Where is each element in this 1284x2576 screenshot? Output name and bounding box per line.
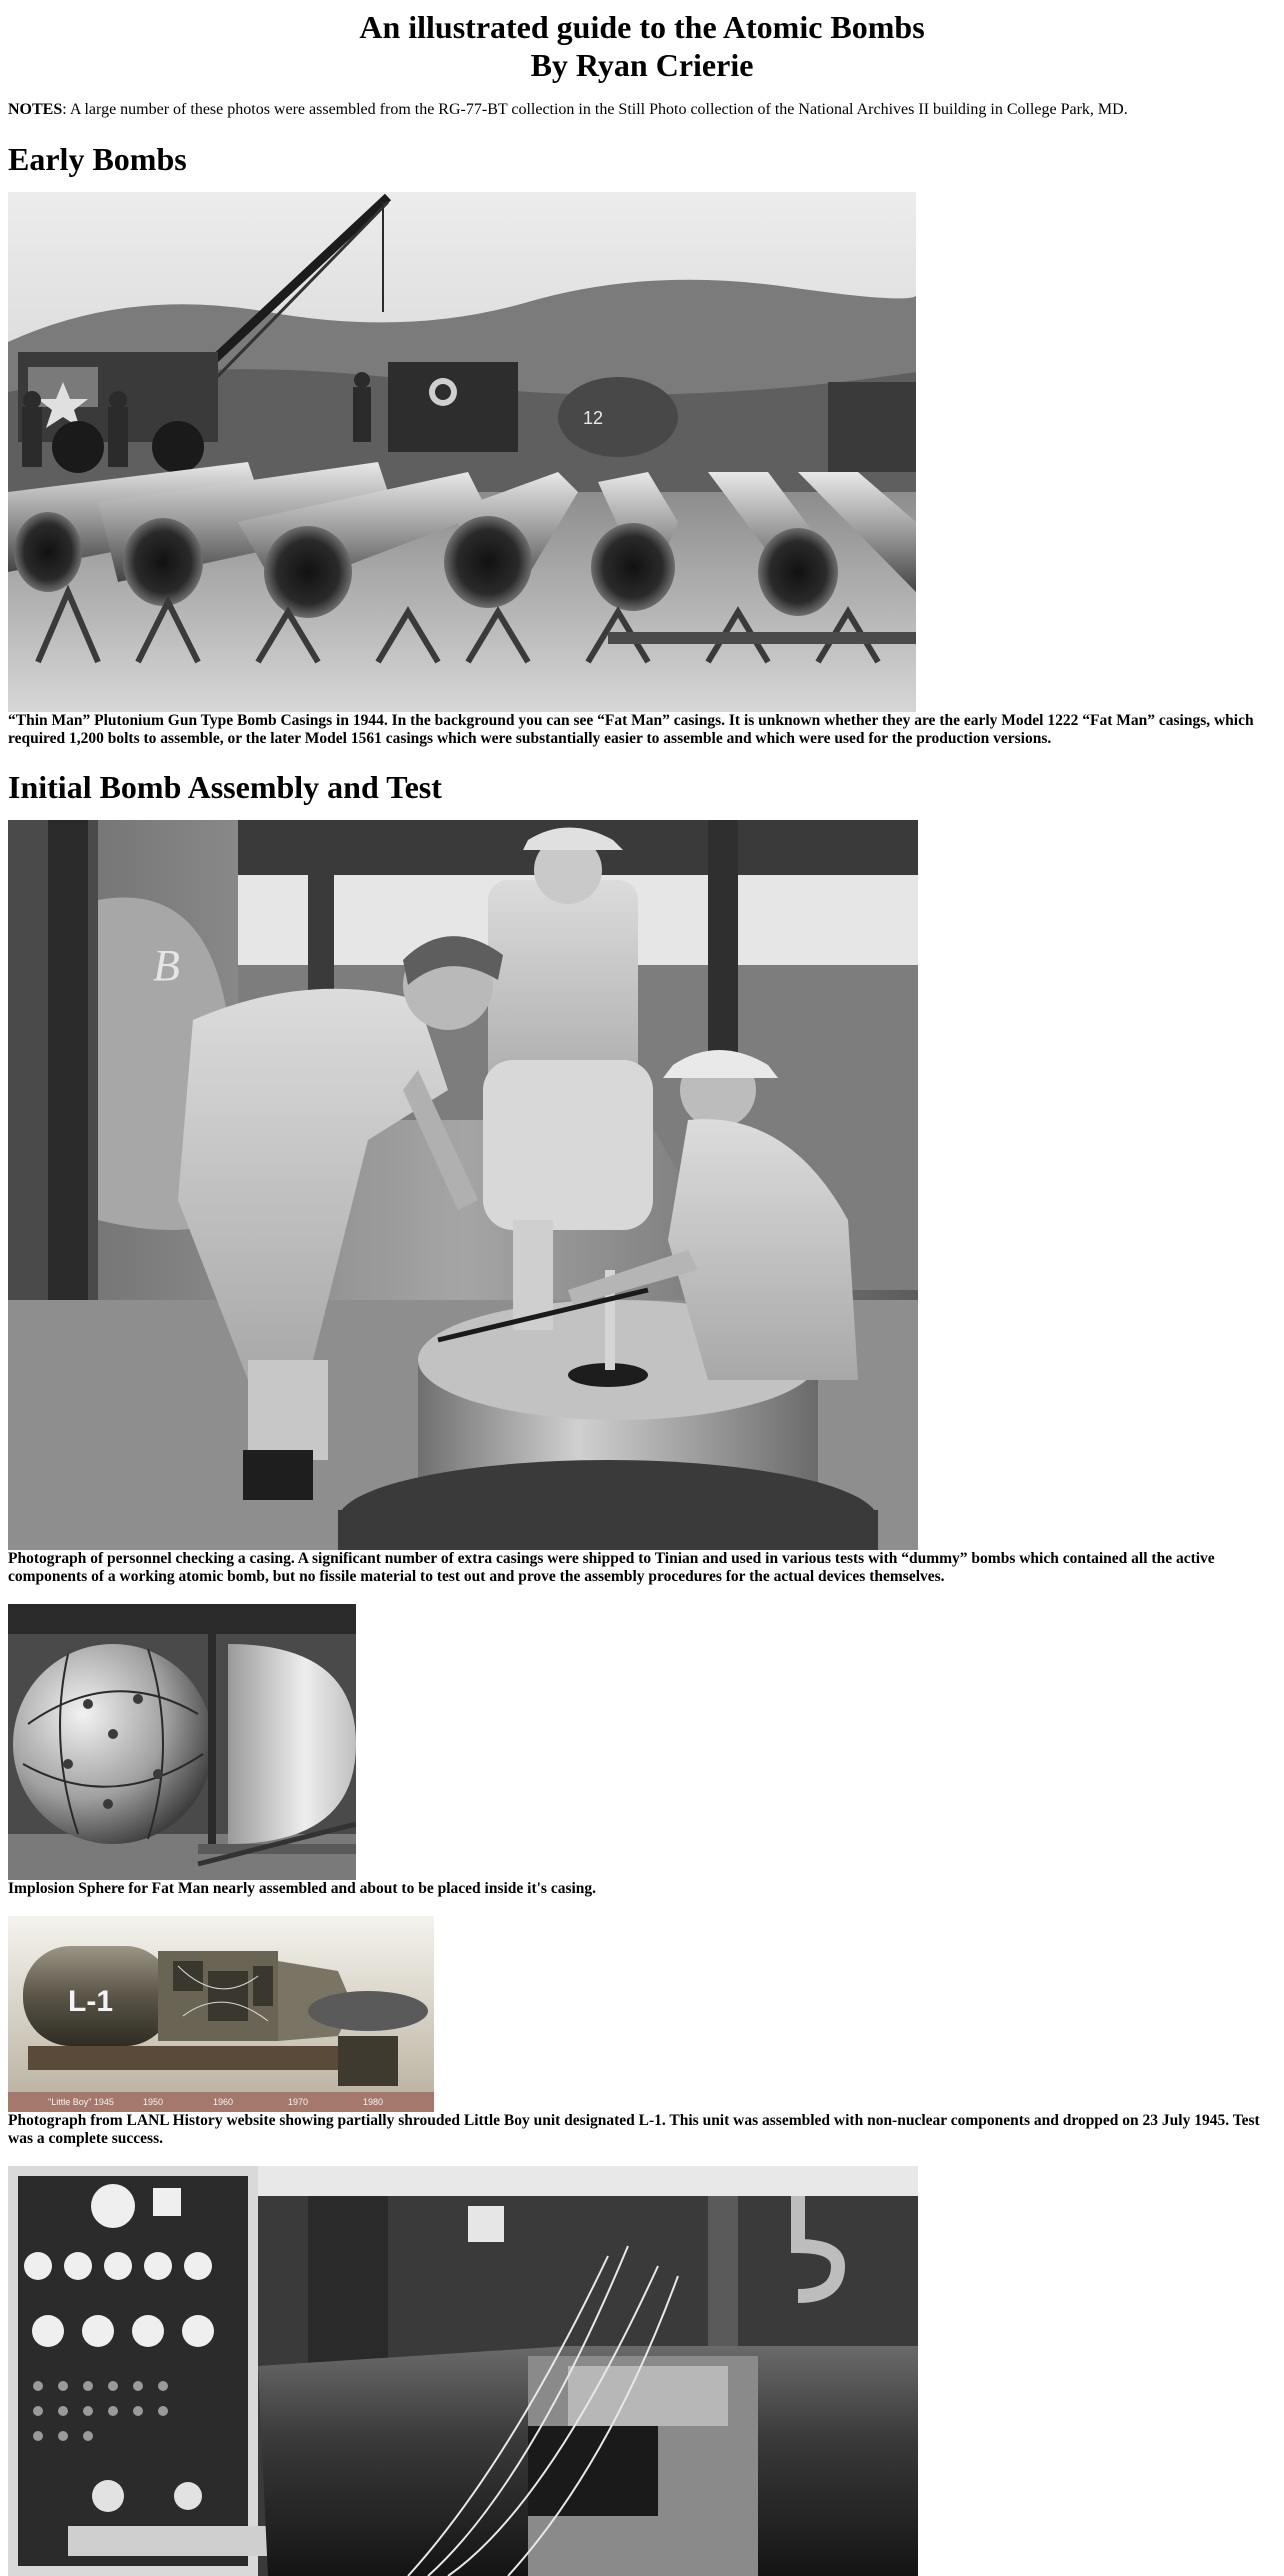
- timeline-label-1945: "Little Boy" 1945: [48, 2097, 114, 2107]
- notes-label: NOTES: [8, 101, 63, 118]
- photo-little-boy-l1: [8, 1916, 434, 2112]
- photo-bomb-test-console-image: [8, 2166, 918, 2576]
- photo-thin-man-casings: [8, 192, 916, 712]
- photo-implosion-sphere-image: [8, 1604, 356, 1880]
- caption-thin-man-casings: “Thin Man” Plutonium Gun Type Bomb Casings in 1944. In the background you can see “Fat Man” casings. It is unknown whether they are the early Model 1222 “Fat Man” casings, which required 1,200 bolts to assemble, or the later Model 1561 casings which were substantially easier to assemble and which were used for the production versions.: [8, 712, 1254, 747]
- photo-personnel-checking-casing-image: [8, 820, 918, 1550]
- timeline-label-1960: 1960: [213, 2097, 234, 2107]
- section-heading-early-bombs: Early Bombs: [8, 141, 187, 177]
- photo-bomb-test-console: [8, 2166, 918, 2576]
- title-line-2: By Ryan Crierie: [530, 47, 754, 83]
- photo-thin-man-casings-image: [8, 192, 916, 712]
- photo-personnel-checking-casing: [8, 820, 918, 1550]
- photo-little-boy-l1-image: [8, 1916, 434, 2112]
- caption-personnel-checking-casing: Photograph of personnel checking a casing. A significant number of extra casings were shipped to Tinian and used in various tests with “dummy” bombs which contained all the active components of a working atomic bomb, but no fissile material to test out and prove the assembly procedures for the actual devices themselves.: [8, 1550, 1215, 1585]
- page-title: [8, 8, 1276, 84]
- notes-text: : A large number of these photos were assembled from the RG-77-BT collection in the Still Photo collection of the National Archives II building in College Park, MD.: [62, 101, 1128, 118]
- page: [0, 8, 1284, 2576]
- timeline-label-1950: 1950: [143, 2097, 164, 2107]
- spacer: [8, 2148, 1276, 2166]
- caption-implosion-sphere: Implosion Sphere for Fat Man nearly assembled and about to be placed inside it's casing.: [8, 1880, 597, 1897]
- timeline-label-1970: 1970: [288, 2097, 309, 2107]
- casing-letter: B: [153, 941, 180, 990]
- spacer: [8, 1586, 1276, 1604]
- notes-paragraph: [8, 100, 1276, 120]
- unit-label: L-1: [68, 1985, 113, 2018]
- timeline-label-1980: 1980: [363, 2097, 384, 2107]
- photo-implosion-sphere: [8, 1604, 356, 1880]
- spacer: [8, 1898, 1276, 1916]
- casing-marking: 12: [583, 408, 604, 428]
- caption-little-boy-l1: Photograph from LANL History website showing partially shrouded Little Boy unit designated L-1. This unit was assembled with non-nuclear components and dropped on 23 July 1945. Test was a complete success.: [8, 2112, 1260, 2147]
- title-line-1: An illustrated guide to the Atomic Bombs: [359, 9, 925, 45]
- section-heading-initial-assembly: Initial Bomb Assembly and Test: [8, 769, 442, 805]
